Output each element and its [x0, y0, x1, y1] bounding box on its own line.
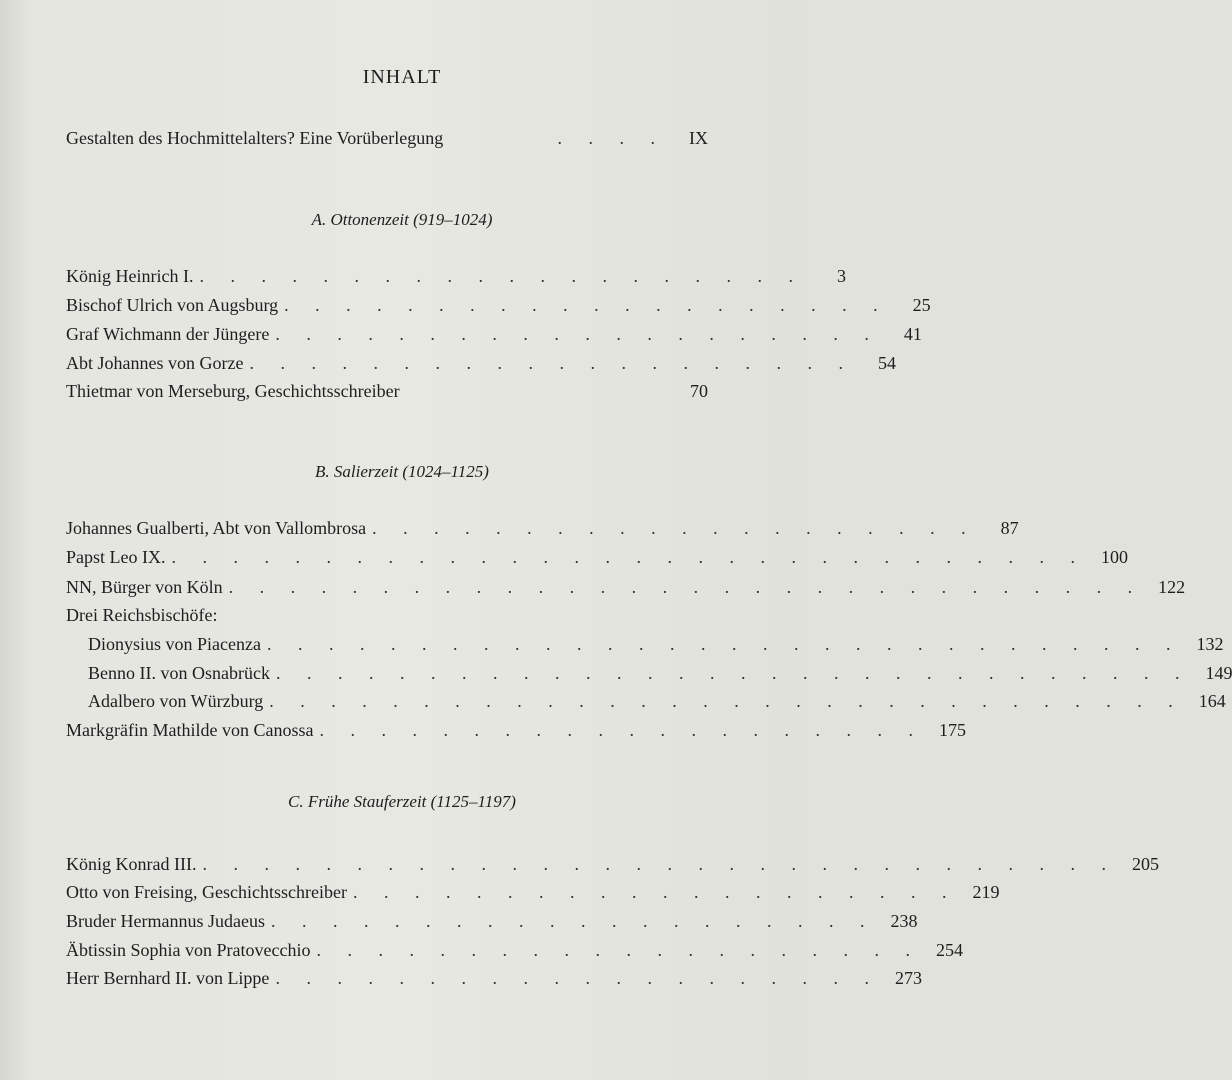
leader-dots: . . . .	[557, 128, 666, 148]
toc-entry-page: 25	[912, 295, 931, 315]
toc-entry	[66, 575, 1186, 599]
toc-entry	[66, 293, 931, 317]
toc-entry-page: 149	[1205, 663, 1232, 683]
leader-dots: . . . . . . . . . . . . . . . . . . . .	[270, 911, 876, 931]
section-heading-c: C. Frühe Stauferzeit (1125–1197)	[288, 792, 516, 811]
toc-entry-label: Bischof Ulrich von Augsburg	[66, 295, 279, 315]
toc-entry-page: 132	[1196, 634, 1224, 654]
leader-dots: . . . . . . . . . . . . . . . . . . . .	[275, 968, 880, 988]
toc-entry	[66, 264, 846, 288]
toc-entry	[66, 516, 1019, 540]
toc-entry-label: Otto von Freising, Geschichtsschreiber	[66, 882, 347, 902]
toc-entry-label: Drei Reichsbischöfe:	[66, 605, 218, 625]
toc-entry-label: Dionysius von Piacenza	[88, 634, 261, 654]
toc-entry	[66, 322, 922, 346]
leader-dots: . . . . . . . . . . . . . . . . . . . .	[284, 295, 889, 315]
toc-entry-label: Gestalten des Hochmittelalters? Eine Vorüberlegung	[66, 128, 444, 148]
toc-entry-page: 100	[1100, 547, 1128, 567]
toc-entry-label: NN, Bürger von Köln	[66, 577, 223, 597]
toc-entry	[66, 852, 1159, 876]
leader-dots: . . . . . . . . . . . . . . . . . . . .	[249, 353, 854, 373]
toc-entry-label: König Heinrich I.	[66, 266, 194, 286]
toc-entry-page: 254	[935, 940, 963, 960]
toc-entry-page: 164	[1198, 691, 1226, 711]
toc-entry-label: Herr Bernhard II. von Lippe	[66, 968, 270, 988]
section-heading-a: A. Ottonenzeit (919–1024)	[311, 210, 493, 229]
toc-entry-label: Äbtissin Sophia von Pratovecchio	[66, 940, 311, 960]
leader-dots: . . . . . . . . . . . . . . . . . . . . . . . . . . . . . .	[266, 634, 1182, 654]
section-heading-b: B. Salierzeit (1024–1125)	[315, 462, 489, 481]
toc-entry-page: 273	[894, 968, 922, 988]
toc-entry-label: Bruder Hermannus Judaeus	[66, 911, 265, 931]
toc-entry-group-heading	[66, 603, 708, 627]
toc-entry-page: 3	[836, 266, 846, 286]
toc-entry-label: Markgräfin Mathilde von Canossa	[66, 720, 314, 740]
toc-entry-label: Adalbero von Würzburg	[88, 691, 264, 711]
leader-dots: . . . . . . . . . . . . . . . . . . . .	[352, 882, 958, 902]
toc-entry-page: 70	[690, 381, 708, 401]
toc-subentry	[88, 632, 1224, 656]
toc-entry	[66, 545, 1128, 569]
toc-entry-label: Abt Johannes von Gorze	[66, 353, 244, 373]
toc-entry-page: 205	[1131, 854, 1159, 874]
toc-entry	[66, 966, 922, 990]
toc-entry-page: IX	[689, 128, 708, 148]
toc-entry-label: Thietmar von Merseburg, Geschichtsschreiber	[66, 381, 400, 401]
leader-dots: . . . . . . . . . . . . . . . . . . . . . . . . . . . . . .	[275, 663, 1191, 683]
leader-dots: . . . . . . . . . . . . . . . . . . . . . . . . . . . . . .	[228, 577, 1144, 597]
toc-entry	[66, 351, 896, 375]
toc-entry	[66, 379, 708, 403]
toc-entry-label: König Konrad III.	[66, 854, 197, 874]
toc-entry-label: Graf Wichmann der Jüngere	[66, 324, 270, 344]
leader-dots: . . . . . . . . . . . . . . . . . . . .	[319, 720, 924, 740]
toc-subentry	[88, 661, 1232, 685]
toc-entry-page: 219	[972, 882, 1000, 902]
toc-entry-page: 122	[1158, 577, 1186, 597]
toc-entry	[66, 938, 963, 962]
toc-entry-page: 175	[938, 720, 966, 740]
toc-entry-page: 54	[877, 353, 896, 373]
toc-entry-intro	[66, 126, 708, 150]
leader-dots: . . . . . . . . . . . . . . . . . . . .	[372, 518, 977, 538]
toc-subentry	[88, 689, 1226, 713]
leader-dots: . . . . . . . . . . . . . . . . . . . . . . . . . . . . . .	[269, 691, 1184, 711]
leader-dots: . . . . . . . . . . . . . . . . . . . .	[275, 324, 880, 344]
page-title: INHALT	[362, 66, 442, 88]
toc-entry-label: Papst Leo IX.	[66, 547, 166, 567]
toc-entry	[66, 880, 1000, 904]
leader-dots: . . . . . . . . . . . . . . . . . . . . . . . . . . . . . .	[202, 854, 1117, 874]
toc-entry-label: Johannes Gualberti, Abt von Vallombrosa	[66, 518, 367, 538]
leader-dots: . . . . . . . . . . . . . . . . . . . .	[199, 266, 804, 286]
leader-dots: . . . . . . . . . . . . . . . . . . . .	[316, 940, 921, 960]
toc-entry-page: 41	[903, 324, 922, 344]
toc-entry-page: 238	[890, 911, 918, 931]
toc-entry	[66, 909, 918, 933]
toc-entry	[66, 718, 966, 742]
toc-entry-page: 87	[1000, 518, 1019, 538]
toc-entry-label: Benno II. von Osnabrück	[88, 663, 270, 683]
leader-dots: . . . . . . . . . . . . . . . . . . . . . . . . . . . . . .	[171, 547, 1086, 567]
